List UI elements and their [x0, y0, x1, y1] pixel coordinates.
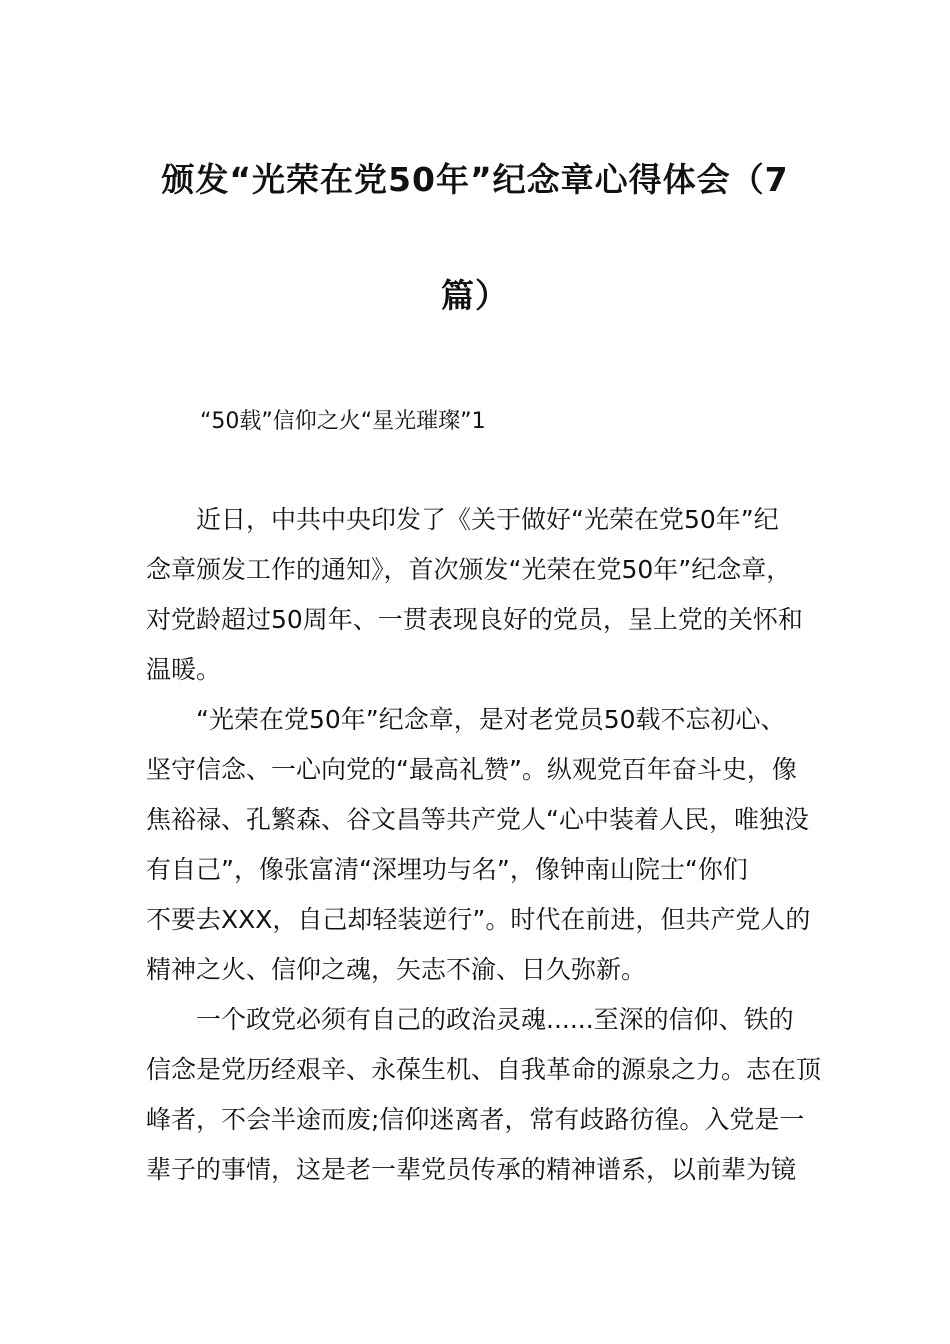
body-line: 对党龄超过50周年、一贯表现良好的党员，呈上党的关怀和	[146, 605, 803, 634]
body-line: 不要去XXX，自己却轻装逆行”。时代在前进，但共产党人的	[146, 905, 811, 934]
body-line: 温暖。	[146, 655, 222, 684]
body-line: 焦裕禄、孔繁森、谷文昌等共产党人“心中装着人民，唯独没	[146, 805, 809, 834]
body-line: 坚守信念、一心向党的“最高礼赞”。纵观党百年奋斗史，像	[146, 755, 797, 784]
document-title-line-1: 颁发“光荣在党50年”纪念章心得体会（7	[161, 160, 789, 199]
body-line: 近日，中共中央印发了《关于做好“光荣在党50年”纪	[196, 505, 779, 534]
body-line: 峰者，不会半途而废;信仰迷离者，常有歧路彷徨。入党是一	[146, 1105, 805, 1134]
body-line: 一个政党必须有自己的政治灵魂......至深的信仰、铁的	[196, 1005, 794, 1034]
body-line: 信念是党历经艰辛、永葆生机、自我革命的源泉之力。志在顶	[146, 1055, 822, 1084]
body-line: 辈子的事情，这是老一辈党员传承的精神谱系，以前辈为镜	[146, 1155, 797, 1184]
section-heading: “50载”信仰之火“星光璀璨”1	[200, 409, 486, 434]
document-title-line-2: 篇）	[441, 276, 509, 315]
body-line: 精神之火、信仰之魂，矢志不渝、日久弥新。	[146, 955, 647, 984]
body-line: “光荣在党50年”纪念章，是对老党员50载不忘初心、	[196, 705, 786, 734]
body-line: 念章颁发工作的通知》，首次颁发“光荣在党50年”纪念章，	[146, 555, 792, 584]
body-line: 有自己”，像张富清“深埋功与名”，像钟南山院士“你们	[146, 855, 748, 884]
